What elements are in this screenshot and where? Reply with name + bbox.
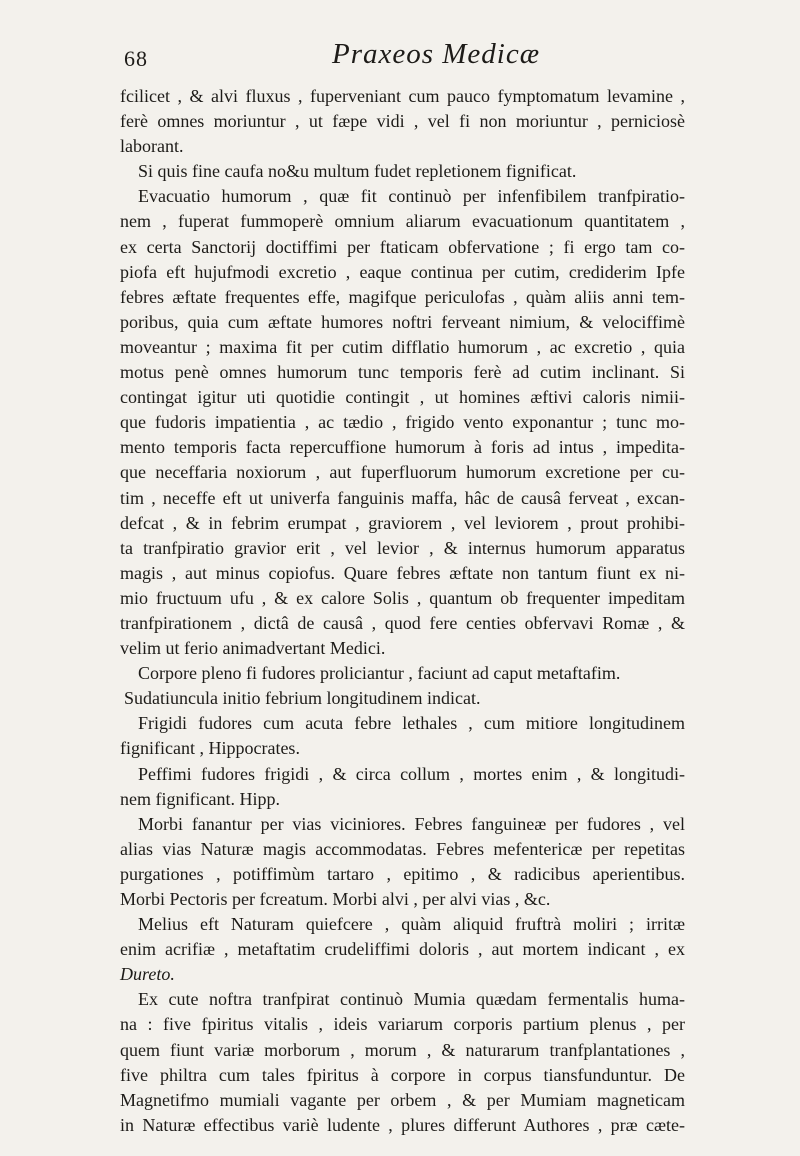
text-line: five philtra cum tales fpiritus à corpore in corpus tiansfunduntur. De xyxy=(120,1064,685,1085)
text-line: fignificant , Hippocrates. xyxy=(120,738,300,759)
text-line: Sudatiuncula initio febrium longitudinem indicat. xyxy=(124,688,481,709)
text-line: Peffimi fudores frigidi , & circa collum , mortes enim , & longitudi- xyxy=(138,763,685,784)
text-line: in Naturæ effectibus variè ludente , plures differunt Authores , præ cæte- xyxy=(120,1114,685,1135)
text-line: na : five fpiritus vitalis , ideis variarum corporis partium plenus , per xyxy=(120,1014,685,1035)
text-line: Ex cute noftra tranfpirat continuò Mumia quædam fermentalis huma- xyxy=(138,989,685,1010)
text-line: Corpore pleno fi fudores proliciantur , faciunt ad caput metaftafim. xyxy=(138,663,621,684)
body-text xyxy=(120,84,685,1138)
text-line: Magnetifmo mumiali vagante per orbem , & per Mumiam magneticam xyxy=(120,1089,685,1110)
text-line: piofa eft hujufmodi excretio , eaque continua per cutim, crediderim Ipfe xyxy=(120,261,685,282)
text-line: contingat igitur uti quotidie contingit , ut homines æftivi caloris nimii- xyxy=(120,387,685,408)
text-line: febres æftate frequentes effe, magifque periculofas , quàm aliis anni tem- xyxy=(120,286,685,307)
running-title: Praxeos Medicæ xyxy=(332,38,541,70)
text-line: poribus, quia cum æftate humores noftri ferveant nimium, & velociffimè xyxy=(120,311,685,332)
text-line: laborant. xyxy=(120,136,184,157)
text-line: purgationes , potiffimùm tartaro , epitimo , & radicibus aperientibus. xyxy=(120,863,685,884)
text-line: nem , fuperat fummoperè omnium aliarum evacuationum quantitatem , xyxy=(120,211,685,232)
text-line: nem fignificant. Hipp. xyxy=(120,788,280,809)
text-line: mento temporis facta repercuffione humorum à foris ad intus , impedita- xyxy=(120,437,685,458)
text-line: ferè omnes moriuntur , ut fæpe vidi , vel fi non moriuntur , perniciosè xyxy=(120,111,685,132)
text-line: Frigidi fudores cum acuta febre lethales , cum mitiore longitudinem xyxy=(138,713,685,734)
text-line: Melius eft Naturam quiefcere , quàm aliquid fruftrà moliri ; irritæ xyxy=(138,914,685,935)
text-line: fcilicet , & alvi fluxus , fuperveniant cum pauco fymptomatum levamine , xyxy=(120,86,685,106)
text-line: quem fiunt variæ morborum , morum , & naturarum tranfplantationes , xyxy=(120,1039,685,1060)
text-line: moveantur ; maxima fit per cutim difflatio humorum , ac excretio , quia xyxy=(120,336,685,357)
text-line: Si quis fine caufa no&u multum fudet repletionem fignificat. xyxy=(138,161,577,182)
text-line: defcat , & in febrim erumpat , graviorem , vel leviorem , prout prohibi- xyxy=(120,512,685,533)
text-line: Morbi fanantur per vias viciniores. Febres fanguineæ per fudores , vel xyxy=(138,813,685,834)
text-line: tranfpirationem , dictâ de causâ , quod fere centies obfervavi Romæ , & xyxy=(120,612,685,633)
text-line: velim ut ferio animadvertant Medici. xyxy=(120,638,386,659)
text-line: ex certa Sanctorij doctiffimi per ftaticam obfervatione ; fi ergo tam co- xyxy=(120,236,685,257)
text-line: mio fructuum ufu , & ex calore Solis , quantum ob frequenter impeditam xyxy=(120,587,685,608)
text-line: enim acrifiæ , metaftatim crudeliffimi doloris , aut mortem indicant , ex xyxy=(120,939,685,960)
text-line: tim , neceffe eft ut univerfa fanguinis maffa, hâc de causâ ferveat , excan- xyxy=(120,487,685,508)
text-line: que fudoris impatientia , ac tædio , frigido vento exponantur ; tunc mo- xyxy=(120,412,685,433)
text-line: Morbi Pectoris per fcreatum. Morbi alvi , per alvi vias , &c. xyxy=(120,889,551,909)
page-header xyxy=(120,34,680,74)
page-number: 68 xyxy=(124,46,148,71)
text-line: Evacuatio humorum , quæ fit continuò per infenfibilem tranfpiratio- xyxy=(138,186,685,207)
text-line: Dureto. xyxy=(120,964,175,985)
text-line: motus penè omnes humorum tunc temporis ferè ad cutim inclinant. Si xyxy=(120,362,685,383)
text-line: que neceffaria noxiorum , aut fuperfluorum humorum excretione per cu- xyxy=(120,462,685,483)
text-line: alias vias Naturæ magis accommodatas. Febres mefentericæ per repetitas xyxy=(120,838,685,859)
text-line: magis , aut minus copiofus. Quare febres æftate non tantum fiunt ex ni- xyxy=(120,562,685,583)
text-line: ta tranfpiratio gravior erit , vel levior , & internus humorum apparatus xyxy=(120,537,685,558)
